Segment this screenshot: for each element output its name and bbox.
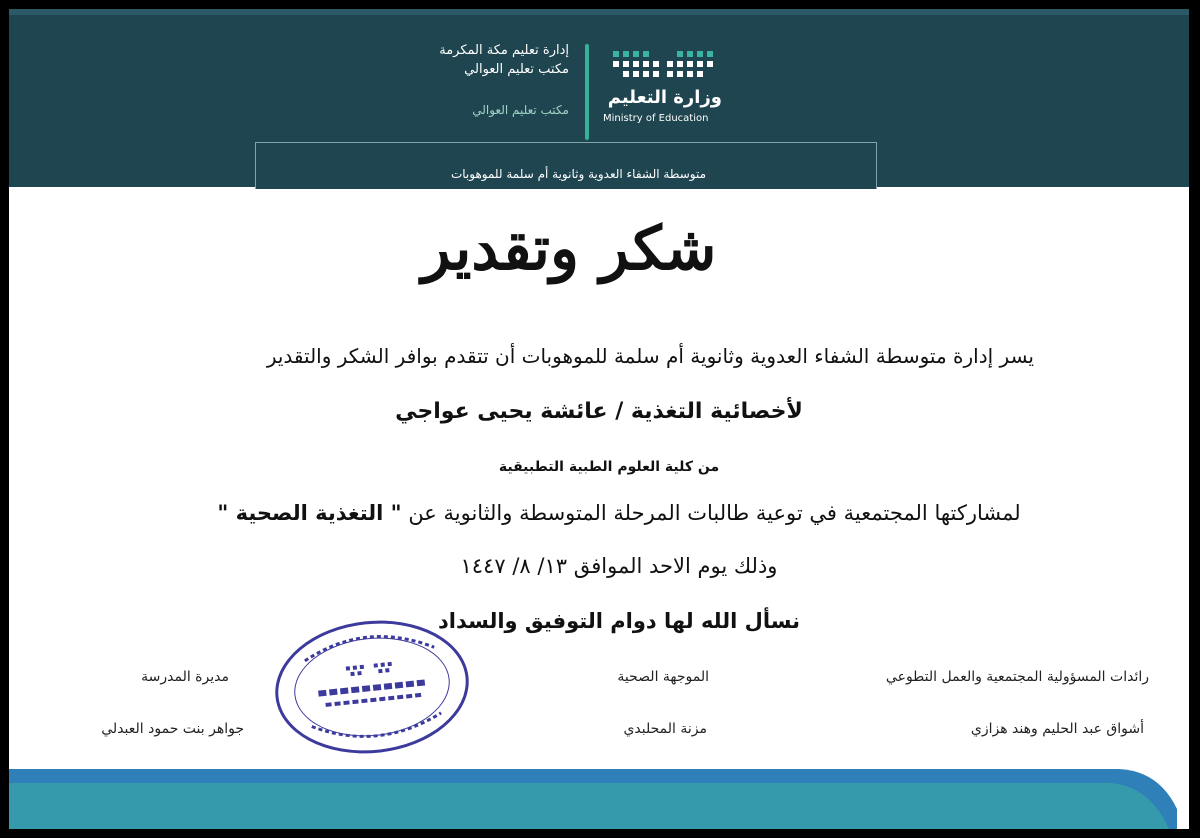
reason-topic: " التغذية الصحية " <box>217 501 402 525</box>
intro-line: يسر إدارة متوسطة الشفاء العدوية وثانوية أم سلمة للموهوبات أن تتقدم بوافر الشكر والتقدير <box>266 344 1034 368</box>
signature-name-health: مزنة المحلبدي <box>623 721 707 737</box>
certificate-page <box>9 9 1189 829</box>
signature-role-volunteer: رائدات المسؤولية المجتمعية والعمل التطوعي <box>885 669 1149 685</box>
closing-line: نسأل الله لها دوام التوفيق والسداد <box>437 609 801 633</box>
admin-line-1: إدارة تعليم مكة المكرمة <box>439 43 569 58</box>
date-line: وذلك يوم الاحد الموافق ١٣/ ٨/ ١٤٤٧ <box>460 554 778 578</box>
bottom-wave-decoration <box>9 749 1189 829</box>
school-stamp <box>269 611 476 763</box>
reason-line <box>179 501 1059 525</box>
logo-arabic-text: وزارة التعليم <box>607 87 722 108</box>
education-admin-block <box>439 41 569 120</box>
recipient-line: لأخصائية التغذية / عائشة يحيى عواجي <box>395 399 803 424</box>
admin-line-3: مكتب تعليم العوالي <box>472 103 569 117</box>
stamp-text-graphic <box>272 615 472 760</box>
school-name: متوسطة الشفاء العدوية وثانوية أم سلمة للموهوبات <box>450 167 706 181</box>
signature-name-volunteer: أشواق عبد الحليم وهند هزازي <box>970 721 1144 737</box>
signature-role-principal: مديرة المدرسة <box>141 669 229 685</box>
admin-line-2: مكتب تعليم العوالي <box>464 62 569 77</box>
ministry-dots-icon <box>599 43 734 87</box>
signature-name-principal: جواهر بنت حمود العبدلي <box>101 721 244 737</box>
ministry-logo <box>599 43 734 133</box>
logo-divider <box>585 44 589 140</box>
college-line: من كلية العلوم الطبية التطبيقية <box>498 459 720 475</box>
reason-prefix: لمشاركتها المجتمعية في توعية طالبات المرحلة المتوسطة والثانوية عن <box>408 501 1021 525</box>
signature-role-health: الموجهة الصحية <box>617 669 709 685</box>
certificate-title: شكر وتقدير <box>421 214 717 284</box>
logo-english-text: Ministry of Education <box>603 113 709 124</box>
school-name-box <box>255 142 877 189</box>
